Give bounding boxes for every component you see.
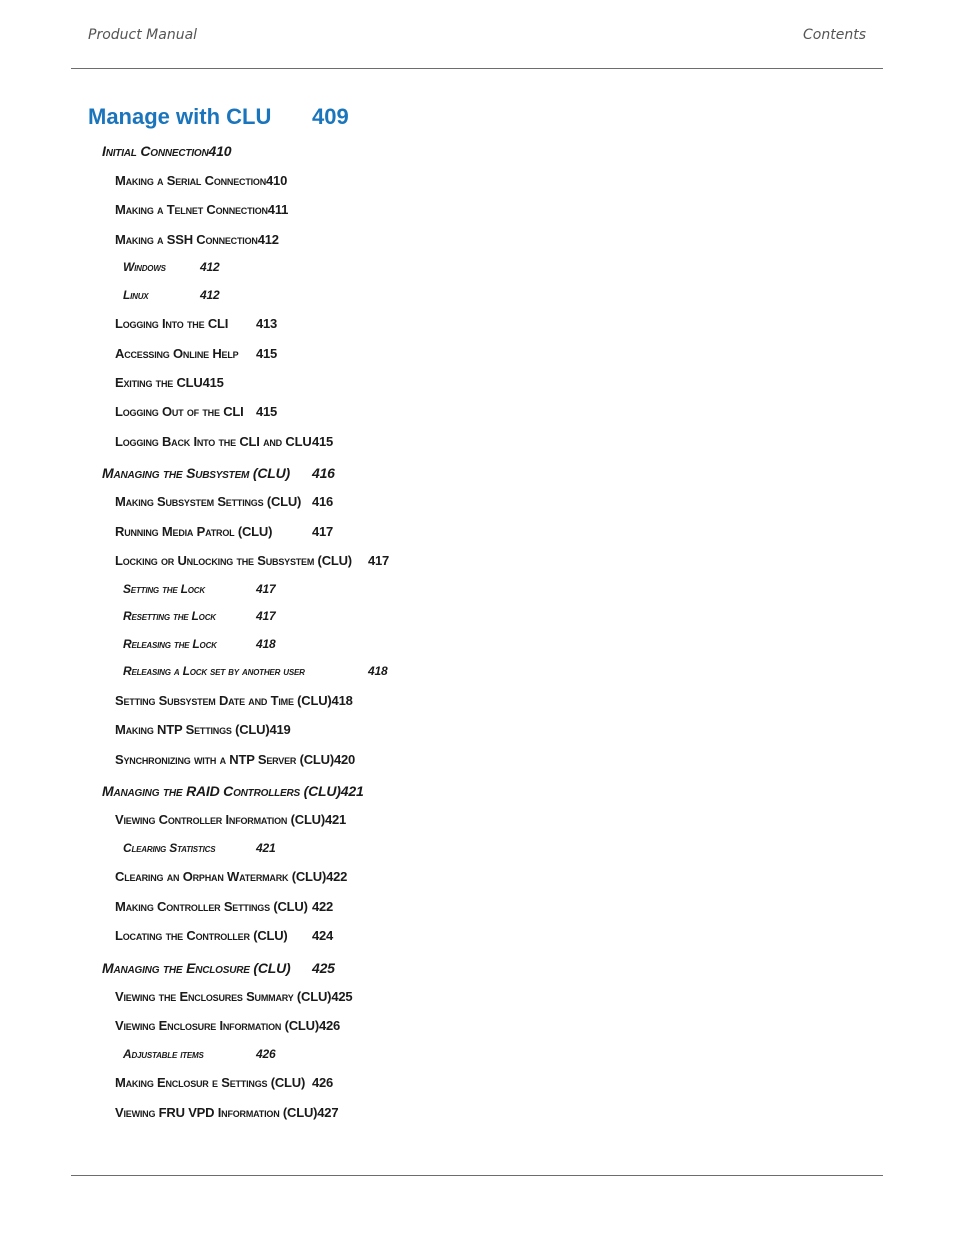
toc-entry[interactable]: [115, 202, 288, 217]
toc-entry[interactable]: [123, 288, 219, 302]
toc-entry-page: 415: [202, 375, 224, 390]
toc-entry[interactable]: [102, 143, 231, 159]
toc-entry[interactable]: [123, 609, 275, 623]
toc-entry-title: Windows: [123, 260, 166, 274]
toc-entry[interactable]: [115, 928, 333, 943]
chapter-heading[interactable]: [88, 104, 349, 130]
toc-entry-page: 417: [312, 524, 334, 539]
toc-entry-page: 418: [331, 693, 353, 708]
toc-entry[interactable]: [123, 841, 275, 855]
toc-entry-title: Making Controller Settings (CLU): [115, 899, 308, 914]
toc-entry[interactable]: [102, 783, 364, 799]
toc-entry-title: Viewing Enclosure Information (CLU): [115, 1018, 319, 1033]
toc-entry-title: Releasing the Lock: [123, 637, 217, 651]
toc-entry-page: 424: [312, 928, 334, 943]
toc-entry-title: Clearing an Orphan Watermark (CLU): [115, 869, 327, 884]
toc-entry-title: Setting the Lock: [123, 582, 205, 596]
toc-entry-page: 415: [256, 404, 278, 419]
toc-entry-title: Making Enclosur e Settings (CLU): [115, 1075, 306, 1090]
toc-entry-page: 418: [256, 637, 276, 651]
running-header-right: Contents: [803, 27, 866, 43]
toc-entry[interactable]: [123, 582, 275, 596]
toc-entry-title: Viewing Controller Information (CLU): [115, 812, 325, 827]
toc-entry-page: 426: [256, 1047, 276, 1061]
toc-entry-title: Logging Back Into the CLI and CLU: [115, 434, 312, 449]
toc-entry-page: 426: [319, 1018, 341, 1033]
toc-entry-page: 419: [269, 722, 291, 737]
toc-entry-page: 415: [256, 346, 278, 361]
toc-entry-page: 426: [312, 1075, 334, 1090]
toc-entry-title: Exiting the CLU: [115, 375, 203, 390]
toc-entry[interactable]: [115, 434, 333, 449]
toc-entry-page: 410: [266, 173, 288, 188]
toc-entry[interactable]: [115, 524, 333, 539]
chapter-page-number: 409: [312, 104, 349, 129]
toc-entry-title: Locating the Controller (CLU): [115, 928, 288, 943]
toc-entry[interactable]: [115, 693, 353, 708]
toc-entry-page: 421: [325, 812, 347, 827]
toc-entry[interactable]: [102, 465, 335, 481]
toc-entry-page: 425: [312, 960, 335, 976]
toc-entry[interactable]: [115, 404, 277, 419]
toc-entry-page: 412: [257, 232, 279, 247]
toc-entry[interactable]: [115, 989, 352, 1004]
toc-entry-page: 417: [368, 553, 390, 568]
toc-entry[interactable]: [115, 1075, 333, 1090]
toc-entry-page: 425: [331, 989, 353, 1004]
toc-entry-title: Managing the RAID Controllers (CLU): [102, 783, 341, 799]
toc-entry-page: 427: [317, 1105, 339, 1120]
toc-entry[interactable]: [115, 1105, 338, 1120]
toc-entry[interactable]: [102, 960, 335, 976]
toc-entry-title: Releasing a Lock set by another user: [123, 664, 305, 678]
toc-entry-page: 422: [312, 899, 334, 914]
toc-entry-page: 412: [200, 288, 220, 302]
chapter-title: Manage with CLU: [88, 104, 272, 129]
header-rule: [71, 68, 883, 69]
toc-entry-title: Accessing Online Help: [115, 346, 239, 361]
toc-entry-page: 421: [340, 783, 364, 799]
toc-entry-title: Making a Telnet Connection: [115, 202, 268, 217]
toc-entry[interactable]: [115, 553, 389, 568]
toc-entry-title: Adjustable items: [123, 1047, 204, 1061]
toc-entry-title: Viewing FRU VPD Information (CLU): [115, 1105, 318, 1120]
toc-entry-page: 412: [200, 260, 220, 274]
running-header-left: Product Manual: [88, 27, 198, 43]
toc-entry-title: Setting Subsystem Date and Time (CLU): [115, 693, 332, 708]
toc-entry-title: Running Media Patrol (CLU): [115, 524, 273, 539]
toc-entry[interactable]: [115, 722, 291, 737]
toc-entry-title: Linux: [123, 288, 149, 302]
toc-entry-title: Logging Into the CLI: [115, 316, 229, 331]
toc-entry[interactable]: [115, 232, 279, 247]
toc-entry[interactable]: [115, 752, 355, 767]
toc-entry-page: 415: [312, 434, 334, 449]
toc-entry-page: 410: [208, 143, 232, 159]
toc-entry-title: Making Subsystem Settings (CLU): [115, 494, 302, 509]
toc-entry[interactable]: [115, 869, 347, 884]
toc-entry[interactable]: [123, 664, 387, 678]
toc-entry[interactable]: [123, 260, 219, 274]
toc-entry-title: Managing the Enclosure (CLU): [102, 960, 291, 976]
toc-entry-title: Synchronizing with a NTP Server (CLU): [115, 752, 334, 767]
toc-entry-page: 418: [368, 664, 388, 678]
toc-entry-page: 422: [326, 869, 348, 884]
toc-entry[interactable]: [115, 494, 333, 509]
toc-entry-title: Viewing the Enclosures Summary (CLU): [115, 989, 332, 1004]
toc-entry-page: 416: [312, 465, 335, 481]
toc-entry[interactable]: [115, 375, 224, 390]
toc-entry-title: Clearing Statistics: [123, 841, 216, 855]
toc-entry-page: 417: [256, 582, 276, 596]
toc-entry-title: Resetting the Lock: [123, 609, 216, 623]
toc-entry[interactable]: [115, 316, 277, 331]
toc-entry[interactable]: [115, 173, 287, 188]
toc-entry-page: 421: [256, 841, 276, 855]
toc-entry-page: 413: [256, 316, 278, 331]
toc-entry-page: 420: [333, 752, 356, 767]
toc-entry-title: Making a SSH Connection: [115, 232, 258, 247]
toc-entry[interactable]: [115, 1018, 340, 1033]
toc-entry[interactable]: [115, 346, 277, 361]
toc-entry[interactable]: [123, 1047, 275, 1061]
toc-entry-title: Making NTP Settings (CLU): [115, 722, 270, 737]
toc-entry-title: Logging Out of the CLI: [115, 404, 244, 419]
toc-entry[interactable]: [123, 637, 275, 651]
toc-entry-title: Initial Connection: [102, 143, 209, 159]
toc-entry-title: Managing the Subsystem (CLU): [102, 465, 290, 481]
toc-entry[interactable]: [115, 812, 346, 827]
toc-entry-page: 411: [267, 202, 289, 217]
toc-entry-page: 416: [312, 494, 334, 509]
toc-entry[interactable]: [115, 899, 333, 914]
footer-rule: [71, 1175, 883, 1176]
toc-entry-title: Locking or Unlocking the Subsystem (CLU): [115, 553, 352, 568]
toc-entry-title: Making a Serial Connection: [115, 173, 267, 188]
toc-entry-page: 417: [256, 609, 276, 623]
